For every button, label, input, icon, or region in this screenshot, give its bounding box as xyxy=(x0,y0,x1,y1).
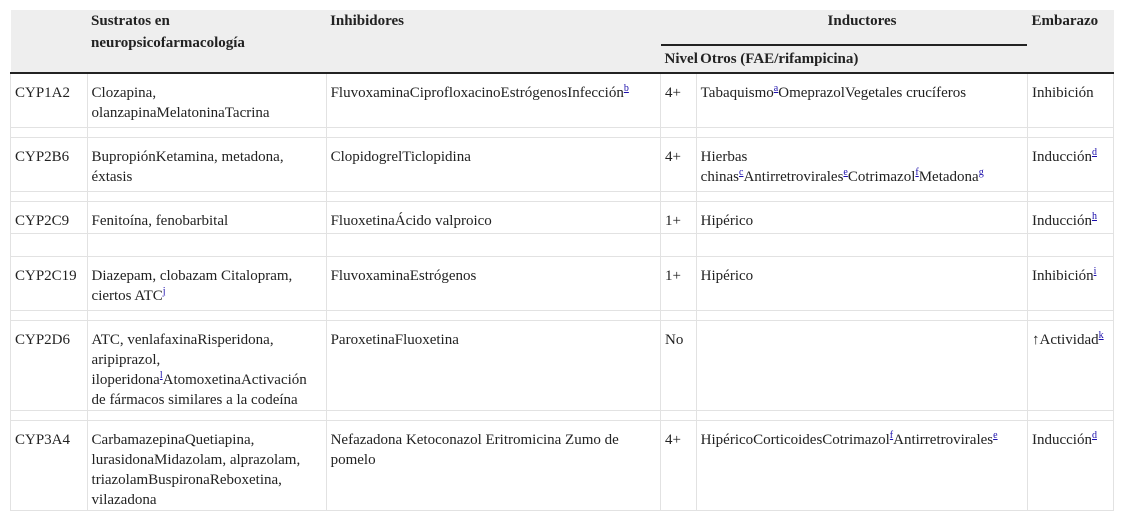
inhibidores-cell: ClopidogrelTiclopidina xyxy=(326,138,660,192)
sustratos-cell: Clozapina, olanzapinaMelatoninaTacrina xyxy=(87,73,326,128)
nivel-cell: 4+ xyxy=(661,138,697,192)
sustratos-text: AtomoxetinaActivación de fármacos similares a la codeína xyxy=(91,372,307,408)
sustratos-text: ATC, venlafaxinaRisperidona, aripiprazol, iloperidona xyxy=(91,332,274,388)
table-row xyxy=(11,257,1114,311)
inhibidores-text: FluvoxaminaCiprofloxacinoEstrógenosInfección xyxy=(330,85,624,101)
inhibidores-cell: ParoxetinaFluoxetina xyxy=(326,321,660,411)
footnote-link[interactable]: j xyxy=(162,286,166,297)
header-inhibidores: Inhibidores xyxy=(326,10,660,73)
nivel-cell: 4+ xyxy=(661,421,697,511)
table-row xyxy=(11,138,1114,192)
inhibidores-cell: FluvoxaminaEstrógenos xyxy=(326,257,660,311)
footnote-link[interactable]: f xyxy=(915,167,919,178)
header-inductores: Inductores xyxy=(661,10,1028,45)
enzyme-cell: CYP2C19 xyxy=(11,257,88,311)
enzyme-cell: CYP2B6 xyxy=(11,138,88,192)
otros-cell: Hipérico xyxy=(696,257,1027,311)
otros-cell xyxy=(696,421,1027,511)
footnote-link[interactable]: c xyxy=(739,167,744,178)
footnote-link[interactable]: a xyxy=(773,83,779,94)
header-embarazo: Embarazo xyxy=(1027,10,1113,73)
sustratos-cell: CarbamazepinaQuetiapina, lurasidonaMidazolam, alprazolam, triazolamBuspironaReboxetina, vilazadona xyxy=(87,421,326,511)
sustratos-cell xyxy=(87,321,326,411)
otros-text: OmeprazolVegetales crucíferos xyxy=(778,85,967,101)
nivel-cell: No xyxy=(661,321,697,411)
inhibidores-cell: FluoxetinaÁcido valproico xyxy=(326,202,660,234)
embarazo-cell xyxy=(1027,257,1113,311)
table-row xyxy=(11,73,1114,128)
inhibidores-cell: Nefazadona Ketoconazol Eritromicina Zumo de pomelo xyxy=(326,421,660,511)
embarazo-text: Inducción xyxy=(1031,432,1092,448)
otros-cell: Hipérico xyxy=(696,202,1027,234)
embarazo-text: Inducción xyxy=(1031,149,1092,165)
footnote-link[interactable]: d xyxy=(1091,430,1097,441)
header-enzyme xyxy=(11,10,88,73)
enzyme-cell: CYP3A4 xyxy=(11,421,88,511)
embarazo-text: Inducción xyxy=(1031,213,1092,229)
enzyme-cell: CYP2C9 xyxy=(11,202,88,234)
embarazo-cell xyxy=(1027,202,1113,234)
footnote-link[interactable]: k xyxy=(1098,330,1104,341)
nivel-cell: 1+ xyxy=(661,257,697,311)
table-row xyxy=(11,321,1114,411)
otros-text: Hierbas chinas xyxy=(700,149,748,185)
footnote-link[interactable]: g xyxy=(978,167,984,178)
table-row xyxy=(11,202,1114,234)
footnote-link[interactable]: b xyxy=(623,83,629,94)
inhibidores-cell xyxy=(326,73,660,128)
otros-cell xyxy=(696,73,1027,128)
enzyme-cell: CYP1A2 xyxy=(11,73,88,128)
footnote-link[interactable]: e xyxy=(993,430,998,441)
embarazo-text: ↑Actividad xyxy=(1031,332,1099,348)
embarazo-cell xyxy=(1027,321,1113,411)
nivel-cell: 4+ xyxy=(661,73,697,128)
otros-text: Cotrimazol xyxy=(847,169,916,185)
otros-text: Metadona xyxy=(918,169,979,185)
embarazo-cell xyxy=(1027,138,1113,192)
footnote-link[interactable]: i xyxy=(1093,266,1097,277)
footnote-link[interactable]: e xyxy=(843,167,848,178)
otros-text: Tabaquismo xyxy=(700,85,774,101)
otros-text: Antirretrovirales xyxy=(893,432,994,448)
footnote-link[interactable]: h xyxy=(1091,211,1097,222)
nivel-cell: 1+ xyxy=(661,202,697,234)
sustratos-cell: BupropiónKetamina, metadona, éxtasis xyxy=(87,138,326,192)
otros-text: Antirretrovirales xyxy=(743,169,844,185)
sustratos-text: Diazepam, clobazam Citalopram, ciertos ATC xyxy=(91,268,293,304)
header-nivel: Nivel xyxy=(661,45,697,73)
embarazo-cell: Inhibición xyxy=(1027,73,1113,128)
header-sustratos: Sustratos en neuropsicofarmacología xyxy=(87,10,326,73)
footnote-link[interactable]: l xyxy=(159,370,163,381)
sustratos-cell xyxy=(87,257,326,311)
otros-cell xyxy=(696,321,1027,411)
otros-cell xyxy=(696,138,1027,192)
embarazo-cell xyxy=(1027,421,1113,511)
enzyme-cell: CYP2D6 xyxy=(11,321,88,411)
footnote-link[interactable]: d xyxy=(1091,147,1097,158)
embarazo-text: Inhibición xyxy=(1031,268,1094,284)
otros-text: HipéricoCorticoidesCotrimazol xyxy=(700,432,890,448)
sustratos-cell: Fenitoína, fenobarbital xyxy=(87,202,326,234)
header-otros: Otros (FAE/rifampicina) xyxy=(696,45,1027,73)
footnote-link[interactable]: f xyxy=(889,430,894,441)
cyp-table xyxy=(10,10,1114,511)
table-row xyxy=(11,421,1114,511)
